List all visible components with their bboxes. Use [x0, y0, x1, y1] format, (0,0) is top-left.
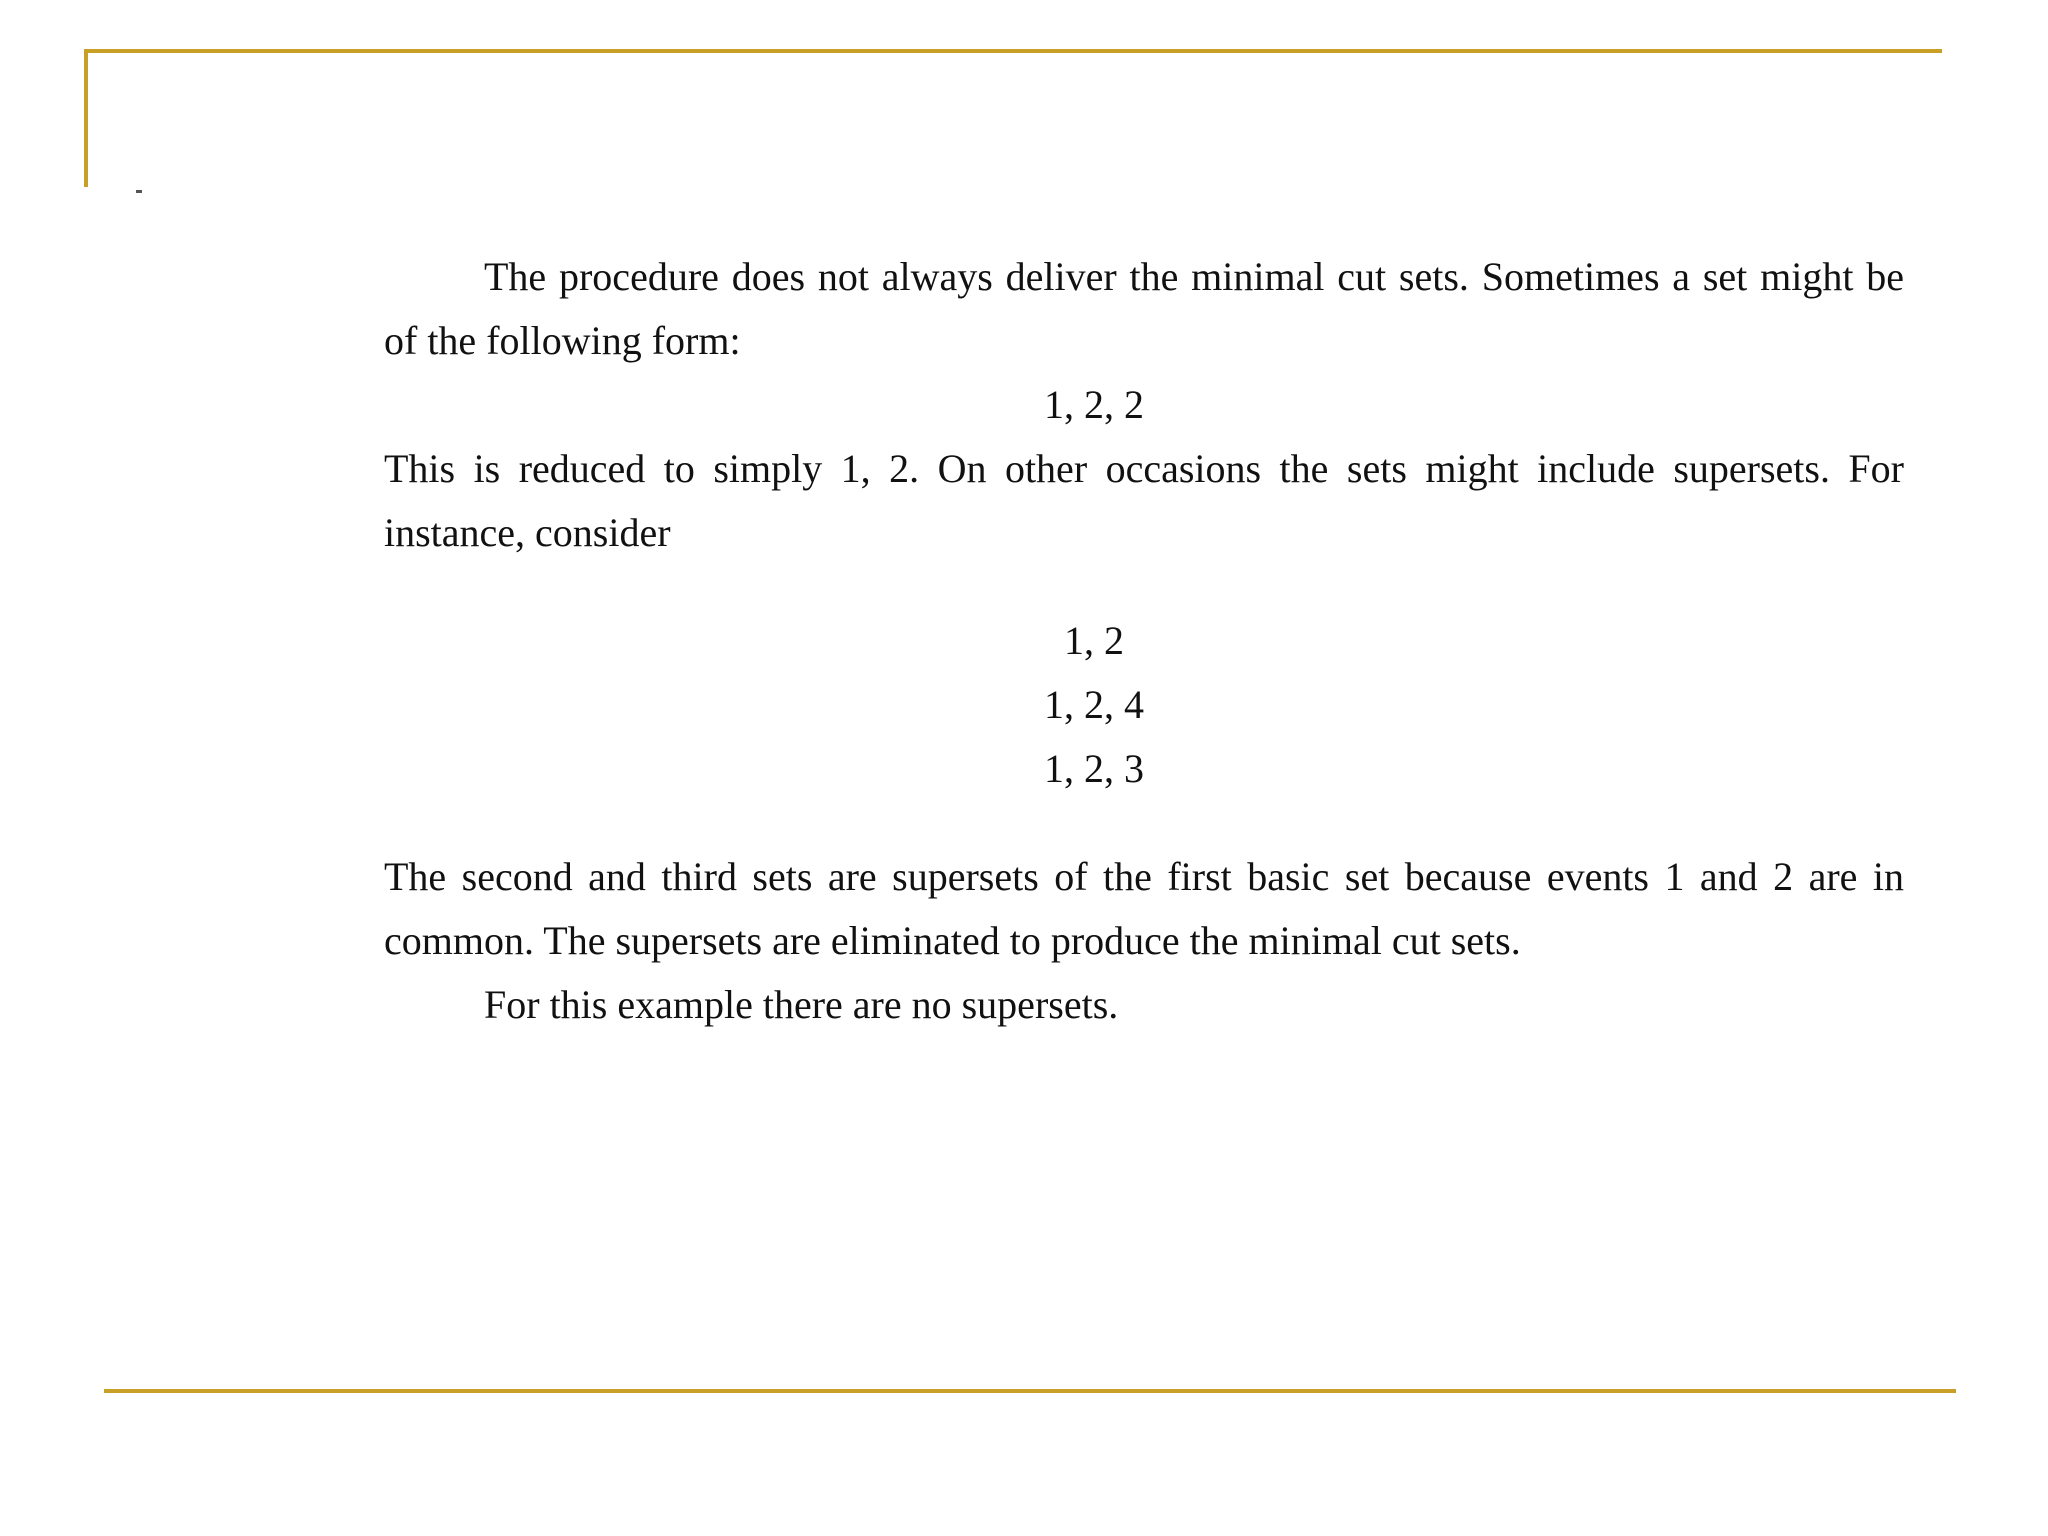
paragraph-supersets: The second and third sets are supersets of the first basic set because events 1 and 2 are in common. The supersets are eliminated to produce the minimal cut sets. [384, 854, 1904, 963]
left-rule [84, 49, 88, 187]
example-set-item: 1, 2, 3 [1044, 746, 1144, 791]
example-set-item: 1, 2 [1064, 618, 1124, 663]
paragraph-reduced: This is reduced to simply 1, 2. On other occasions the sets might include supersets. For instance, consider [384, 446, 1904, 555]
bottom-rule [104, 1389, 1956, 1393]
paragraph-procedure: The procedure does not always deliver the minimal cut sets. Sometimes a set might be of the following form: [384, 254, 1904, 363]
example-set-duplicate: 1, 2, 2 [1044, 382, 1144, 427]
document-body [384, 245, 1904, 1037]
stray-mark [136, 190, 142, 193]
top-rule [84, 49, 1942, 53]
example-set-item: 1, 2, 4 [1044, 682, 1144, 727]
example-sets-list [384, 609, 1904, 801]
paragraph-conclusion: For this example there are no supersets. [484, 982, 1119, 1027]
